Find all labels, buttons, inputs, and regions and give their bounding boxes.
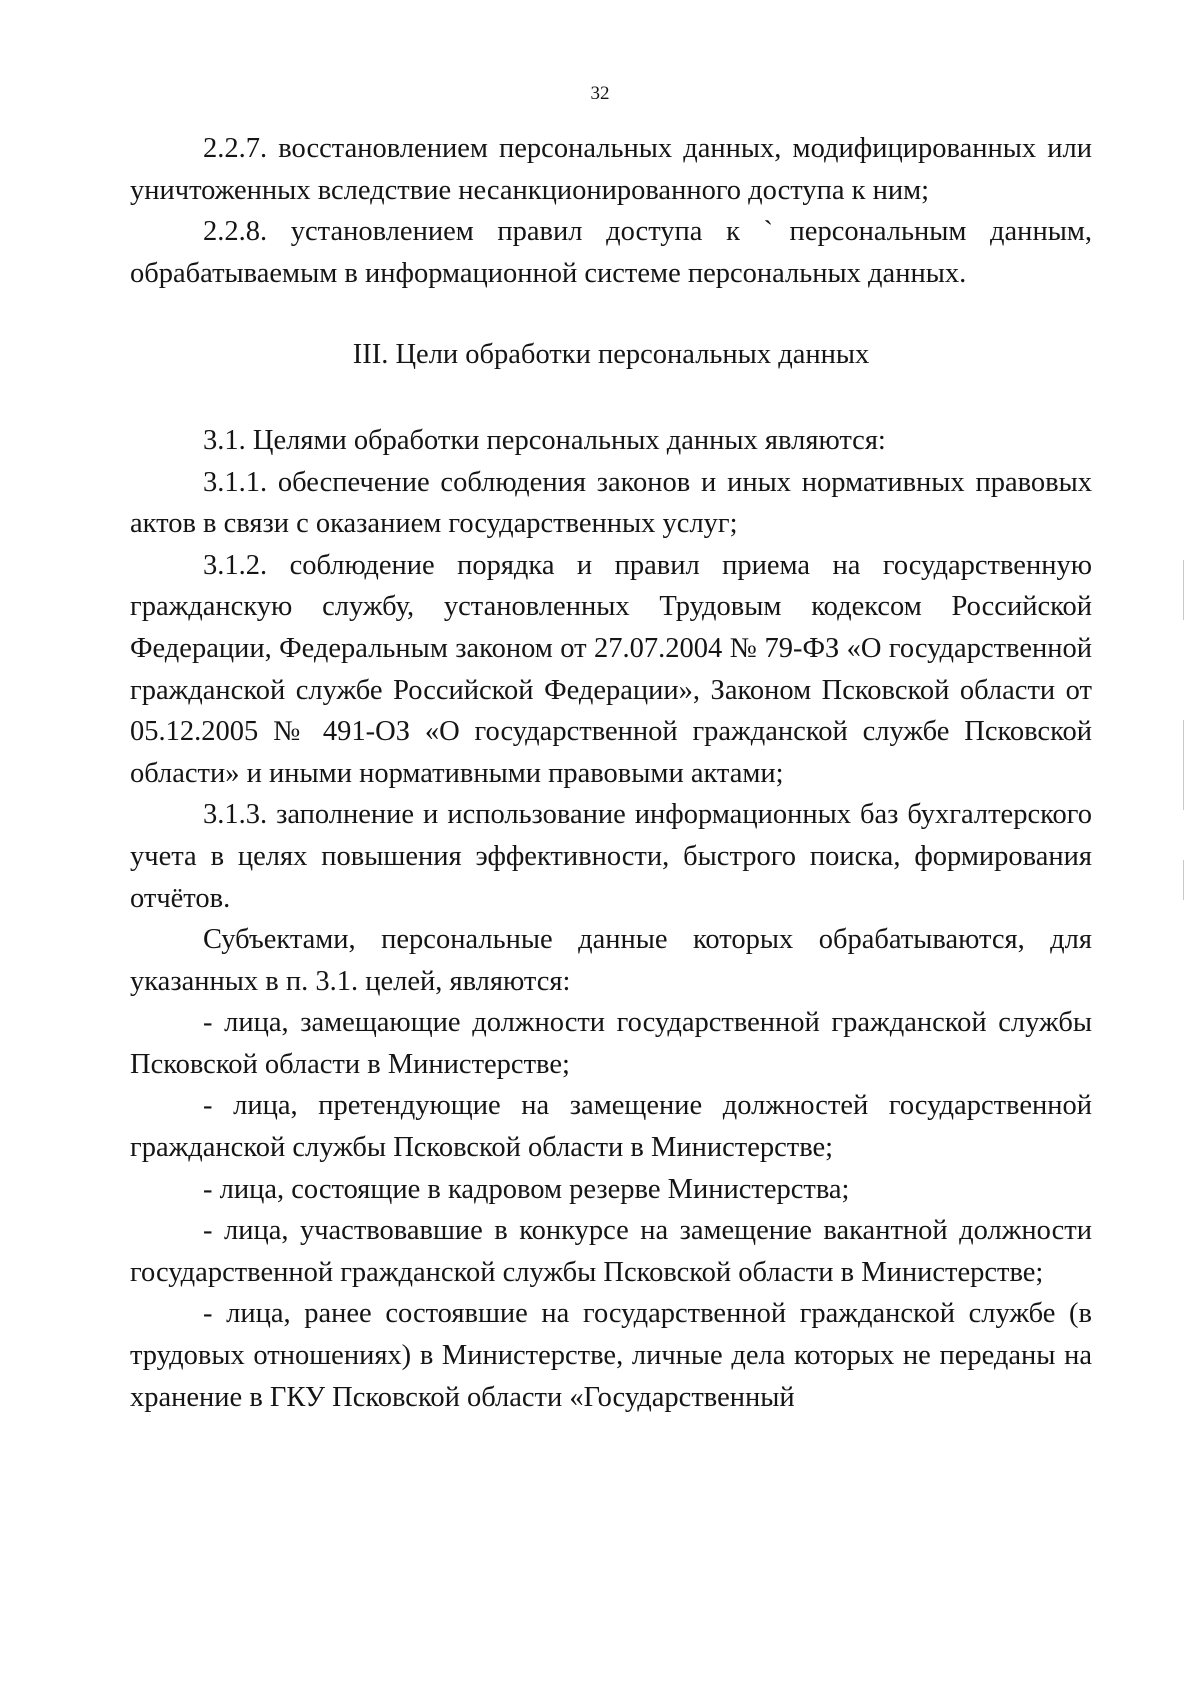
paragraph-2-2-7: 2.2.7. восстановлением персональных данных, модифицированных или уничтоженных вследствие несанкционированного доступа к ним; [130,133,1092,206]
paragraph-3-1-3: 3.1.3. заполнение и использование информационных баз бухгалтерского учета в целях повышения эффективности, быстрого поиска, формирования отчётов. [130,799,1092,914]
document-body [130,128,1092,1418]
list-item: - лица, претендующие на замещение должностей государственной гражданской службы Псковской области в Министерстве; [130,1090,1092,1164]
paragraph-3-1-1: 3.1.1. обеспечение соблюдения законов и иных нормативных правовых актов в связи с оказанием государственных услуг; [130,466,1092,540]
scan-edge-mark [1183,720,1184,810]
paragraph-subjects-intro: Субъектами, персональные данные которых обрабатываются, для указанных в п. 3.1. целей, являются: [130,924,1092,997]
list-item: - лица, участвовавшие в конкурсе на замещение вакантной должности государственной гражданской службы Псковской области в Министерстве; [130,1215,1092,1288]
list-item: - лица, замещающие должности государственной гражданской службы Псковской области в Министерстве; [130,1007,1092,1080]
scan-edge-mark [1183,860,1184,900]
section-heading: III. Цели обработки персональных данных [352,339,870,371]
paragraph-3-1: 3.1. Целями обработки персональных данных являются: [203,424,886,456]
list-item: - лица, состоящие в кадровом резерве Министерства; [203,1173,850,1205]
page-number: 32 [590,83,610,104]
list-item: - лица, ранее состоявшие на государственной гражданской службе (в трудовых отношениях) в Министерстве, личные дела которых не переданы на хранение в ГКУ Псковской области «Государственный [130,1298,1092,1413]
paragraph-3-1-2: 3.1.2. соблюдение порядка и правил приема на государственную гражданскую службу, установленных Трудовым кодексом Российской Федерации, Федеральным законом от 27.07.2004 № 79-ФЗ «О государственной гражданской службе Российской Федерации», Законом Псковской области от 05.12.2005 № 491-ОЗ «О государственной гражданской службе Псковской области» и иными нормативными правовыми актами; [130,549,1092,789]
paragraph-2-2-8: 2.2.8. установлением правил доступа к ˋперсональным данным, обрабатываемым в информационной системе персональных данных. [130,216,1092,289]
scan-edge-mark [1183,560,1184,620]
